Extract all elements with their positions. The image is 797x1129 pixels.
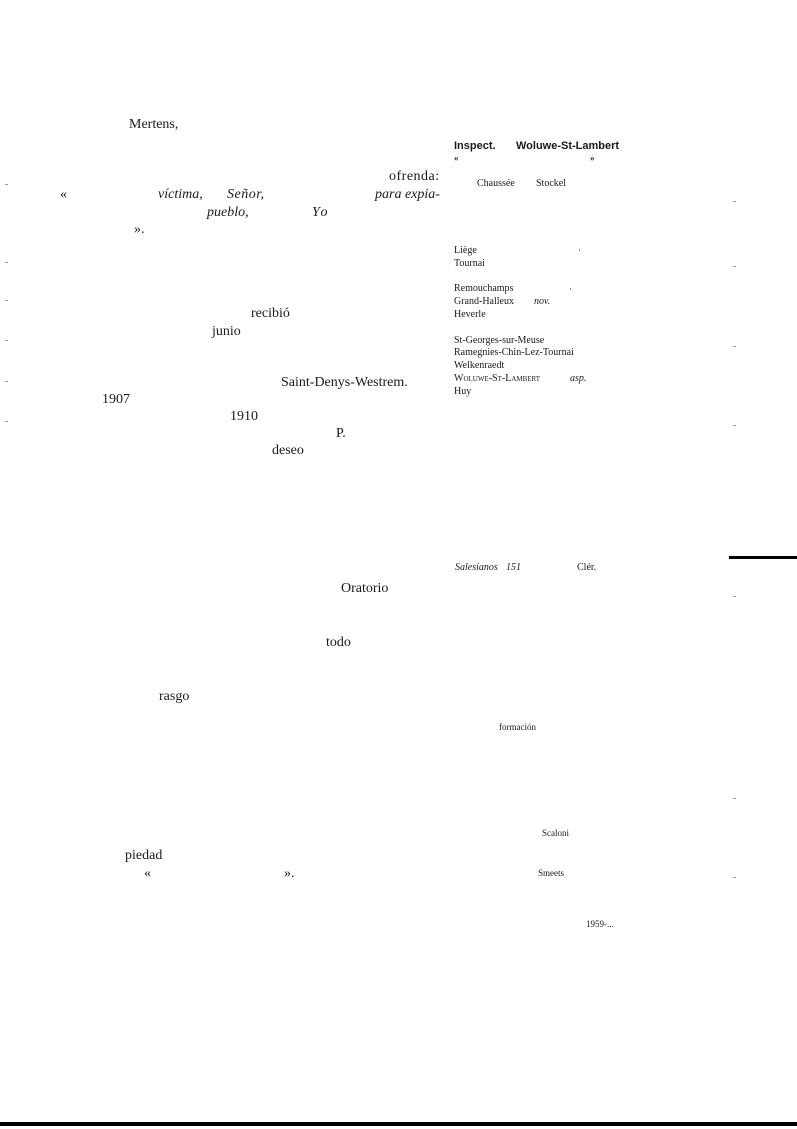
text-yo: Yo bbox=[312, 205, 330, 220]
text-mertens: Mertens, bbox=[129, 117, 179, 132]
margin-tick bbox=[733, 266, 736, 267]
text-tournai: Tournai bbox=[454, 258, 485, 269]
text-liege: Liège bbox=[454, 245, 477, 256]
text-senor: Señor, bbox=[227, 187, 265, 202]
text-salesianos: Salesianos bbox=[455, 562, 498, 573]
text-asp: asp. bbox=[570, 373, 587, 384]
text-years: 1959-... bbox=[586, 919, 614, 929]
text-close-quote-2: ». bbox=[284, 866, 295, 881]
text-ramegnies: Ramegnies-Chin-Lez-Tournai bbox=[454, 347, 574, 358]
text-woluwe-caps: Woluwe-St-Lambert bbox=[454, 373, 541, 384]
margin-tick bbox=[5, 421, 8, 422]
text-year-1907: 1907 bbox=[102, 392, 130, 407]
text-year-1910: 1910 bbox=[230, 409, 258, 424]
text-ofrenda: ofrenda: bbox=[389, 169, 440, 184]
text-junio: junio bbox=[212, 324, 241, 339]
text-formacion: formación bbox=[499, 722, 536, 732]
text-smeets: Smeets bbox=[538, 868, 564, 878]
text-huy: Huy bbox=[454, 386, 472, 397]
text-p: P. bbox=[336, 426, 346, 441]
text-todo: todo bbox=[326, 635, 351, 650]
bottom-edge-rule bbox=[0, 1122, 797, 1126]
text-remouchamps: Remouchamps bbox=[454, 283, 514, 294]
margin-tick bbox=[5, 340, 8, 341]
text-woluwe-header: Woluwe-St-Lambert bbox=[516, 140, 620, 152]
text-rasgo: rasgo bbox=[159, 689, 190, 704]
margin-tick bbox=[733, 425, 736, 426]
text-victima: víctima, bbox=[158, 187, 203, 202]
margin-tick bbox=[733, 346, 736, 347]
text-grand-halleux: Grand-Halleux bbox=[454, 296, 514, 307]
margin-tick bbox=[5, 300, 8, 301]
text-pueblo: pueblo, bbox=[207, 205, 249, 220]
text-scaloni: Scaloni bbox=[542, 828, 569, 838]
text-side-quote-open: « bbox=[454, 153, 459, 163]
margin-tick bbox=[5, 184, 8, 185]
text-inspect: Inspect. bbox=[454, 140, 496, 152]
text-cler: Clér. bbox=[577, 562, 597, 573]
text-oratorio: Oratorio bbox=[341, 581, 389, 596]
margin-tick bbox=[733, 201, 736, 202]
margin-tick bbox=[733, 798, 736, 799]
text-open-quote: « bbox=[60, 187, 67, 202]
text-open-quote-2: « bbox=[144, 866, 151, 881]
text-recibio: recibió bbox=[251, 306, 290, 321]
margin-tick bbox=[733, 596, 736, 597]
text-close-quote-1: ». bbox=[134, 222, 145, 237]
text-num-151: 151 bbox=[506, 562, 521, 573]
text-deseo: deseo bbox=[272, 443, 304, 458]
margin-tick bbox=[733, 877, 736, 878]
mark-speck bbox=[570, 288, 571, 290]
text-piedad: piedad bbox=[125, 848, 163, 863]
right-edge-rule bbox=[729, 556, 797, 559]
text-saint-denys: Saint-Denys-Westrem. bbox=[281, 375, 408, 390]
text-chaussee: Chaussée bbox=[477, 178, 515, 189]
text-nov: nov. bbox=[534, 296, 551, 307]
text-side-quote-close: » bbox=[590, 153, 595, 163]
margin-tick bbox=[5, 381, 8, 382]
text-welkenraedt: Welkenraedt bbox=[454, 360, 505, 371]
mark-speck bbox=[579, 249, 580, 251]
text-stockel: Stockel bbox=[536, 178, 566, 189]
text-st-georges: St-Georges-sur-Meuse bbox=[454, 335, 545, 346]
margin-tick bbox=[5, 262, 8, 263]
text-heverle: Heverle bbox=[454, 309, 486, 320]
text-para-expia: para expia- bbox=[375, 187, 440, 202]
